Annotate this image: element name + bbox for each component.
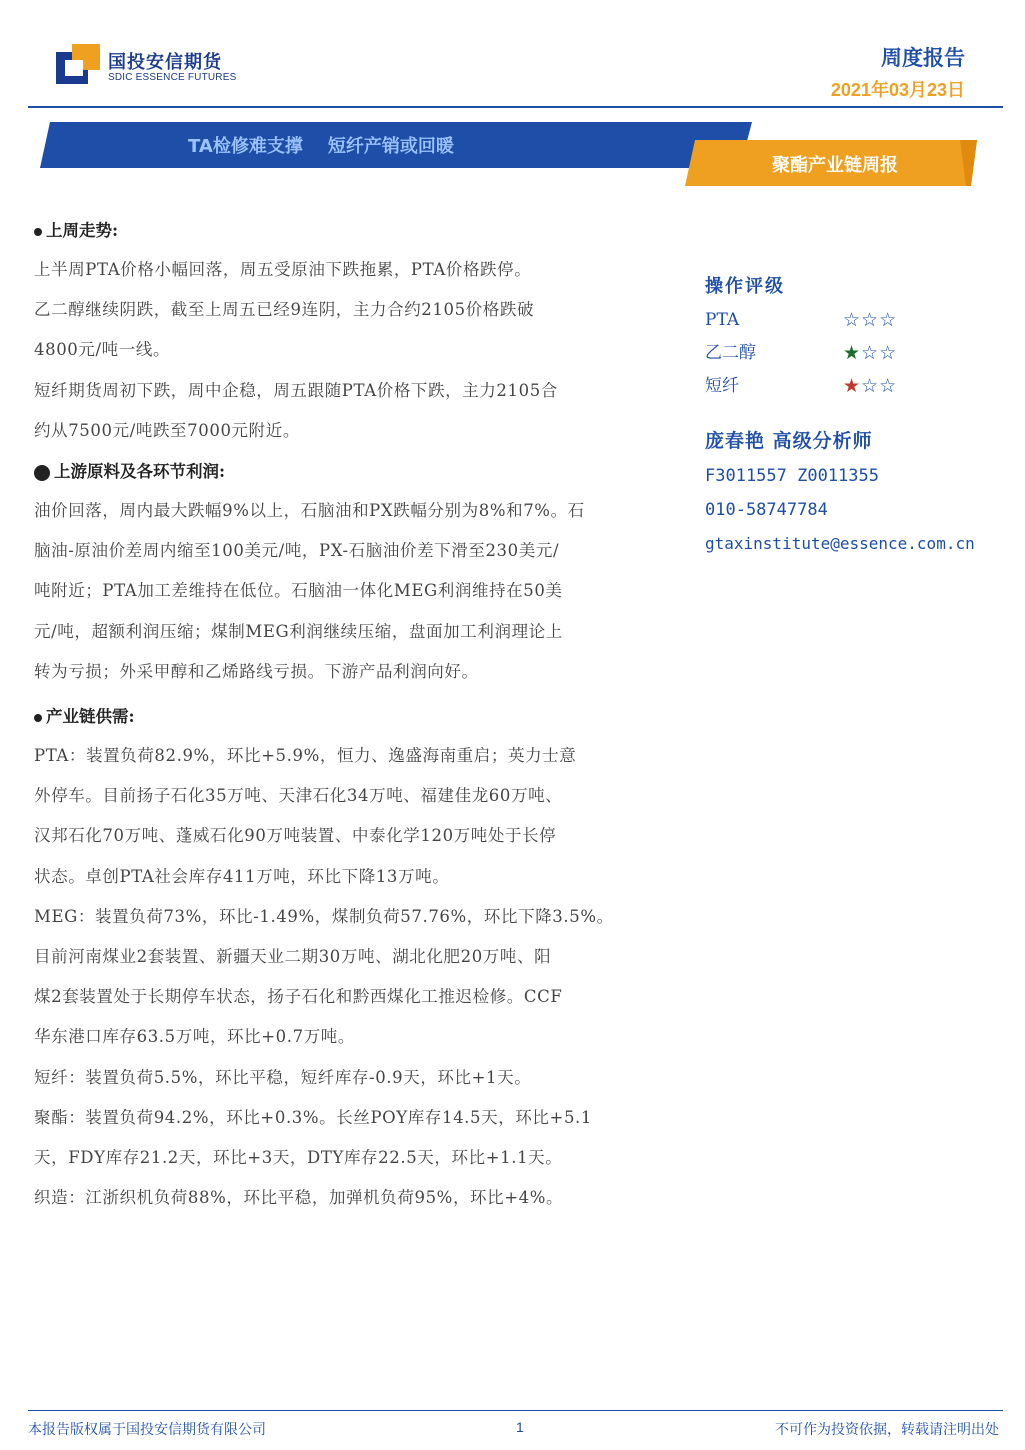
star-empty-icon: ☆	[843, 309, 862, 331]
footer-copyright: 本报告版权属于国投安信期货有限公司	[28, 1422, 266, 1438]
star-empty-icon: ☆	[879, 342, 898, 364]
star-filled-icon: ★	[843, 342, 862, 364]
paragraph-line: 约从7500元/吨跌至7000元附近。	[34, 420, 300, 440]
rating-title: 操作评级	[705, 276, 785, 297]
star-rating	[843, 370, 897, 403]
section-heading-last-week	[34, 212, 644, 250]
paragraph-line: 短纤：装置负荷5.5%，环比平稳，短纤库存-0.9天，环比+1天。	[34, 1067, 532, 1087]
page-number: 1	[516, 1419, 524, 1435]
rating-name: PTA	[705, 310, 740, 330]
bullet-icon	[34, 228, 42, 236]
section-heading-supply-demand	[34, 698, 644, 736]
analyst-license: F3011557 Z0011355	[705, 466, 879, 486]
paragraph-line: MEG：装置负荷73%，环比-1.49%，煤制负荷57.76%，环比下降3.5%。	[34, 906, 614, 926]
star-empty-icon: ☆	[861, 309, 880, 331]
rating-name: 短纤	[705, 376, 739, 396]
star-empty-icon: ☆	[861, 342, 880, 364]
rating-name: 乙二醇	[705, 343, 756, 363]
paragraph-line: 乙二醇继续阴跌，截至上周五已经9连阴，主力合约2105价格跌破	[34, 300, 535, 320]
paragraph-line: 油价回落，周内最大跌幅9%以上，石脑油和PX跌幅分别为8%和7%。石	[34, 501, 585, 521]
star-rating	[843, 337, 897, 370]
rating-row-pta	[705, 304, 1025, 337]
section-heading-text: 产业链供需:	[46, 707, 135, 727]
rating-row-meg	[705, 337, 1025, 370]
footer-disclaimer: 不可作为投资依据，转载请注明出处	[775, 1422, 999, 1438]
analyst-phone: 010-58747784	[705, 500, 828, 520]
paragraph-line: 华东港口库存63.5万吨，环比+0.7万吨。	[34, 1027, 356, 1047]
last-week-body	[34, 250, 644, 451]
logo-mark-icon	[56, 44, 100, 84]
paragraph-line: 外停车。目前扬子石化35万吨、天津石化34万吨、福建佳龙60万吨、	[34, 786, 563, 806]
sidebar	[705, 270, 1025, 561]
bullet-icon	[34, 714, 42, 722]
paragraph-line: 汉邦石化70万吨、蓬威石化90万吨装置、中泰化学120万吨处于长停	[34, 826, 557, 846]
analyst-name: 庞春艳 高级分析师	[705, 430, 873, 452]
paragraph-line: 织造：江浙织机负荷88%，环比平稳，加弹机负荷95%，环比+4%。	[34, 1188, 564, 1208]
paragraph-line: 4800元/吨一线。	[34, 340, 171, 360]
section-heading-text: 上游原料及各环节利润:	[54, 462, 226, 482]
paragraph-line: 转为亏损；外采甲醇和乙烯路线亏损。下游产品利润向好。	[34, 661, 479, 681]
paragraph-line: 元/吨，超额利润压缩；煤制MEG利润继续压缩，盘面加工利润理论上	[34, 621, 563, 641]
paragraph-line: 短纤期货周初下跌，周中企稳，周五跟随PTA价格下跌，主力2105合	[34, 380, 558, 400]
company-logo	[56, 44, 246, 90]
bullet-icon	[34, 465, 50, 481]
paragraph-line: 吨附近；PTA加工差维持在低位。石脑油一体化MEG利润维持在50美	[34, 581, 563, 601]
upstream-body	[34, 491, 644, 692]
paragraph-line: 天，FDY库存21.2天，环比+3天，DTY库存22.5天，环比+1.1天。	[34, 1148, 563, 1168]
star-empty-icon: ☆	[861, 375, 880, 397]
header-divider	[28, 106, 1003, 108]
paragraph-line: 目前河南煤业2套装置、新疆天业二期30万吨、湖北化肥20万吨、阳	[34, 947, 552, 967]
report-type: 周度报告	[881, 46, 965, 70]
supply-demand-body	[34, 736, 644, 1218]
paragraph-line: 聚酯：装置负荷94.2%，环比+0.3%。长丝POY库存14.5天，环比+5.1	[34, 1107, 592, 1127]
report-date: 2021年03月23日	[830, 80, 965, 100]
rating-list	[705, 304, 1025, 403]
star-empty-icon: ☆	[879, 309, 898, 331]
star-empty-icon: ☆	[879, 375, 898, 397]
report-series-tag: 聚酯产业链周报	[772, 155, 898, 176]
footer-divider	[28, 1410, 1003, 1411]
logo-name-en: SDIC ESSENCE FUTURES	[108, 72, 237, 83]
paragraph-line: 状态。卓创PTA社会库存411万吨，环比下降13万吨。	[34, 866, 450, 886]
logo-name-cn: 国投安信期货	[108, 52, 222, 73]
section-heading-text: 上周走势:	[46, 221, 119, 240]
rating-row-psf	[705, 370, 1025, 403]
star-rating	[843, 304, 897, 337]
star-filled-icon: ★	[843, 375, 862, 397]
paragraph-line: PTA：装置负荷82.9%，环比+5.9%，恒力、逸盛海南重启；英力士意	[34, 746, 577, 766]
paragraph-line: 煤2套装置处于长期停车状态，扬子石化和黔西煤化工推迟检修。CCF	[34, 987, 563, 1007]
paragraph-line: 上半周PTA价格小幅回落，周五受原油下跌拖累，PTA价格跌停。	[34, 260, 532, 279]
analyst-email-link[interactable]: gtaxinstitute@essence.com.cn	[705, 534, 975, 553]
main-content	[34, 212, 644, 1218]
report-title: TA检修难支撑 短纤产销或回暖	[188, 136, 454, 157]
paragraph-line: 脑油-原油价差周内缩至100美元/吨，PX-石脑油价差下滑至230美元/	[34, 541, 560, 561]
section-heading-upstream	[34, 453, 644, 491]
